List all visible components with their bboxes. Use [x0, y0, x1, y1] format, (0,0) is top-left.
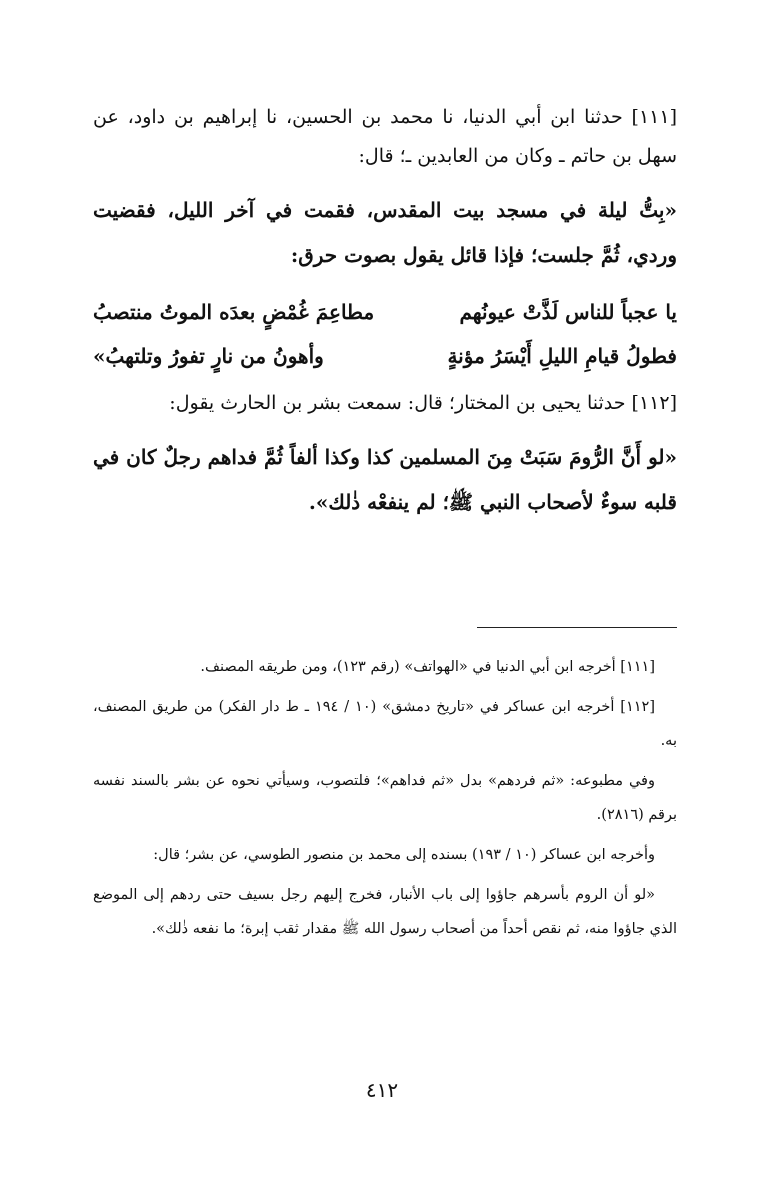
footnote-111: [١١١] أخرجه ابن أبي الدنيا في «الهواتف» (رقم ١٢٣)، ومن طريقه المصنف.: [200, 659, 655, 675]
poem-verse-2-second-hemistich: وأهونُ من نارٍ تفورُ وتلتهبُ»: [93, 344, 324, 368]
footnote-quote: «لو أن الروم بأسرهم جاؤوا إلى باب الأنبار، فخرج إليهم رجل بسيف حتى ردهم إلى الموضع الذي جاؤوا منه، ثم نقص أحداً من أصحاب رسول الله ﷺ مقدار ثقب إبرة؛ ما نفعه ذٰلك».: [93, 887, 677, 937]
poem-verse-1: [93, 290, 677, 334]
footnote-print-correction: وفي مطبوعه: «ثم فردهم» بدل «ثم فداهم»؛ فلتصوب، وسيأتي نحوه عن بشر بالسند نفسه برقم (٢٨١٦).: [93, 773, 677, 823]
narration-112: [١١٢] حدثنا يحيى بن المختار؛ قال: سمعت بشر بن الحارث يقول:: [169, 392, 677, 414]
poem-verse-2-first-hemistich: فطولُ قيامِ الليلِ أَيْسَرُ مؤنةٍ: [447, 344, 677, 368]
quote-112: «لو أَنَّ الرُّومَ سَبَتْ مِنَ المسلمين كذا وكذا ألفاً ثُمَّ فداهم رجلٌ كان في قلبه سوءٌ لأصحاب النبي ﷺ؛ لم ينفعْه ذٰلك».: [92, 445, 677, 514]
footnote-112: [١١٢] أخرجه ابن عساكر في «تاريخ دمشق» (١٠ / ١٩٤ ـ ط دار الفكر) من طريق المصنف، به.: [93, 699, 677, 749]
footnotes: [93, 650, 677, 952]
poem-verse-1-second-hemistich: مطاعِمَ غُمْضٍ بعدَه الموتُ منتصبُ: [93, 300, 375, 324]
poem-verse-1-first-hemistich: يا عجباً للناس لَذَّتْ عيونُهم: [459, 300, 677, 324]
narration-111: [١١١] حدثنا ابن أبي الدنيا، نا محمد بن الحسين، نا إبراهيم بن داود، عن سهل بن حاتم ـ وكان من العابدين ـ؛ قال:: [93, 106, 677, 167]
footnote-separator: [477, 627, 677, 628]
poem-verse-2: [93, 334, 677, 378]
quote-111: «بِتُّ ليلة في مسجد بيت المقدس، فقمت في آخر الليل، فقضيت وردي، ثُمَّ جلست؛ فإذا قائل يقول بصوت حرق:: [93, 198, 677, 267]
footnote-other-source: وأخرجه ابن عساكر (١٠ / ١٩٣) بسنده إلى محمد بن منصور الطوسي، عن بشر؛ قال:: [153, 847, 655, 863]
main-text: [93, 98, 677, 537]
poem: [93, 290, 677, 378]
page-number: ٤١٢: [365, 1078, 399, 1102]
